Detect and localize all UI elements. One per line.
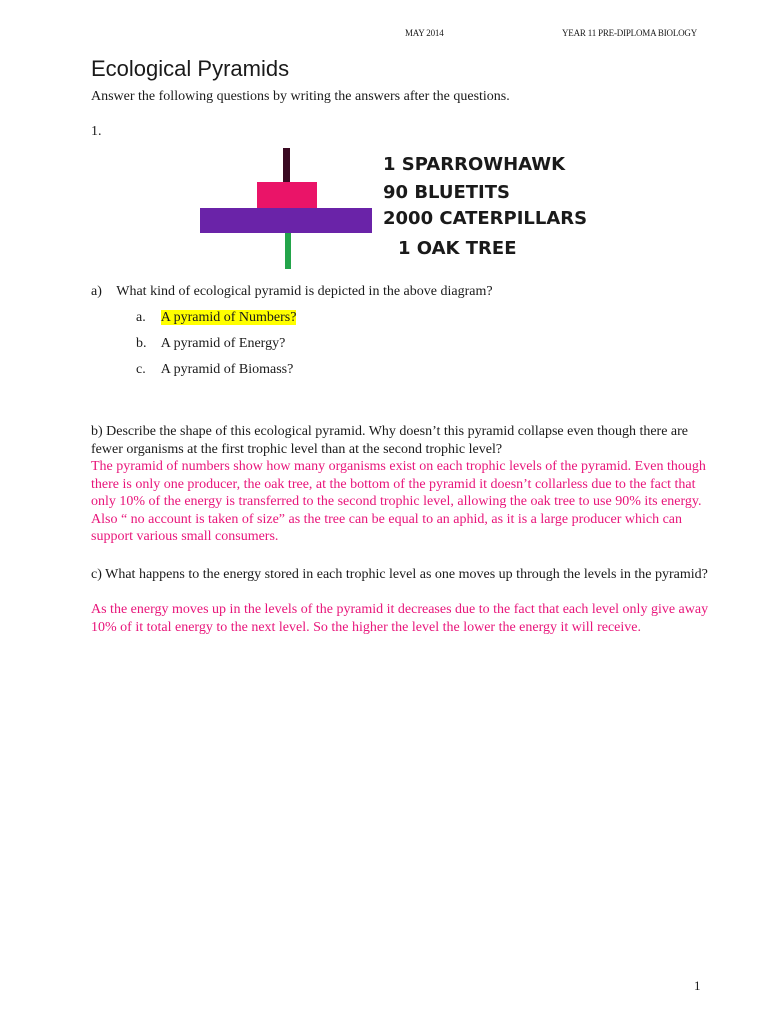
option-b-label: b. <box>136 336 147 351</box>
answer-b: The pyramid of numbers show how many organisms exist on each trophic levels of the pyramid. Even though there is only one producer, the oak tree, at the bottom of the pyramid it doesn’t collarless due to the fact that only 10% of the energy is transferred to the second trophic level, allowing the oak tree to use 90% its energy. Also “ no account is taken of size” as the tree can be equal to an aphid, as it is a large producer which can support various small consumers. <box>91 459 706 544</box>
oak-tree-bar <box>285 233 291 269</box>
option-b <box>136 336 285 352</box>
option-c <box>136 362 293 378</box>
option-b-text: A pyramid of Energy? <box>160 336 286 351</box>
question-a <box>91 284 493 300</box>
answer-c: As the energy moves up in the levels of the pyramid it decreases due to the fact that each level only give away 10% of it total energy to the next level. So the higher the level the lower the energy it will receive. <box>91 602 709 635</box>
option-c-text: A pyramid of Biomass? <box>160 362 294 377</box>
pyramid-figure <box>195 145 605 275</box>
question-a-letter: a) <box>91 284 102 299</box>
sparrowhawk-bar <box>283 148 290 182</box>
caterpillars-bar <box>200 208 372 233</box>
question-a-text: What kind of ecological pyramid is depicted in the above diagram? <box>116 284 493 299</box>
bluetits-bar <box>257 182 317 208</box>
label-sparrowhawk: 1 SPARROWHAWK <box>383 154 566 175</box>
label-oak-tree: 1 OAK TREE <box>398 238 517 259</box>
question-number: 1. <box>91 124 102 139</box>
header-date: MAY 2014 <box>405 28 444 38</box>
page-number: 1 <box>694 978 701 993</box>
option-a-label: a. <box>136 310 146 325</box>
page-title: Ecological Pyramids <box>91 56 290 81</box>
label-caterpillars: 2000 CATERPILLARS <box>383 208 588 229</box>
header-course: YEAR 11 PRE-DIPLOMA BIOLOGY <box>562 28 698 38</box>
question-c: c) What happens to the energy stored in each trophic level as one moves up through the levels in the pyramid? <box>91 567 708 582</box>
label-bluetits: 90 BLUETITS <box>383 182 510 203</box>
instructions: Answer the following questions by writing the answers after the questions. <box>91 89 510 104</box>
option-a <box>136 310 296 326</box>
option-a-text: A pyramid of Numbers? <box>160 310 297 325</box>
question-b: b) Describe the shape of this ecological pyramid. Why doesn’t this pyramid collapse even though there are fewer organisms at the first trophic level than at the second trophic level? <box>91 424 689 457</box>
option-c-label: c. <box>136 362 146 377</box>
